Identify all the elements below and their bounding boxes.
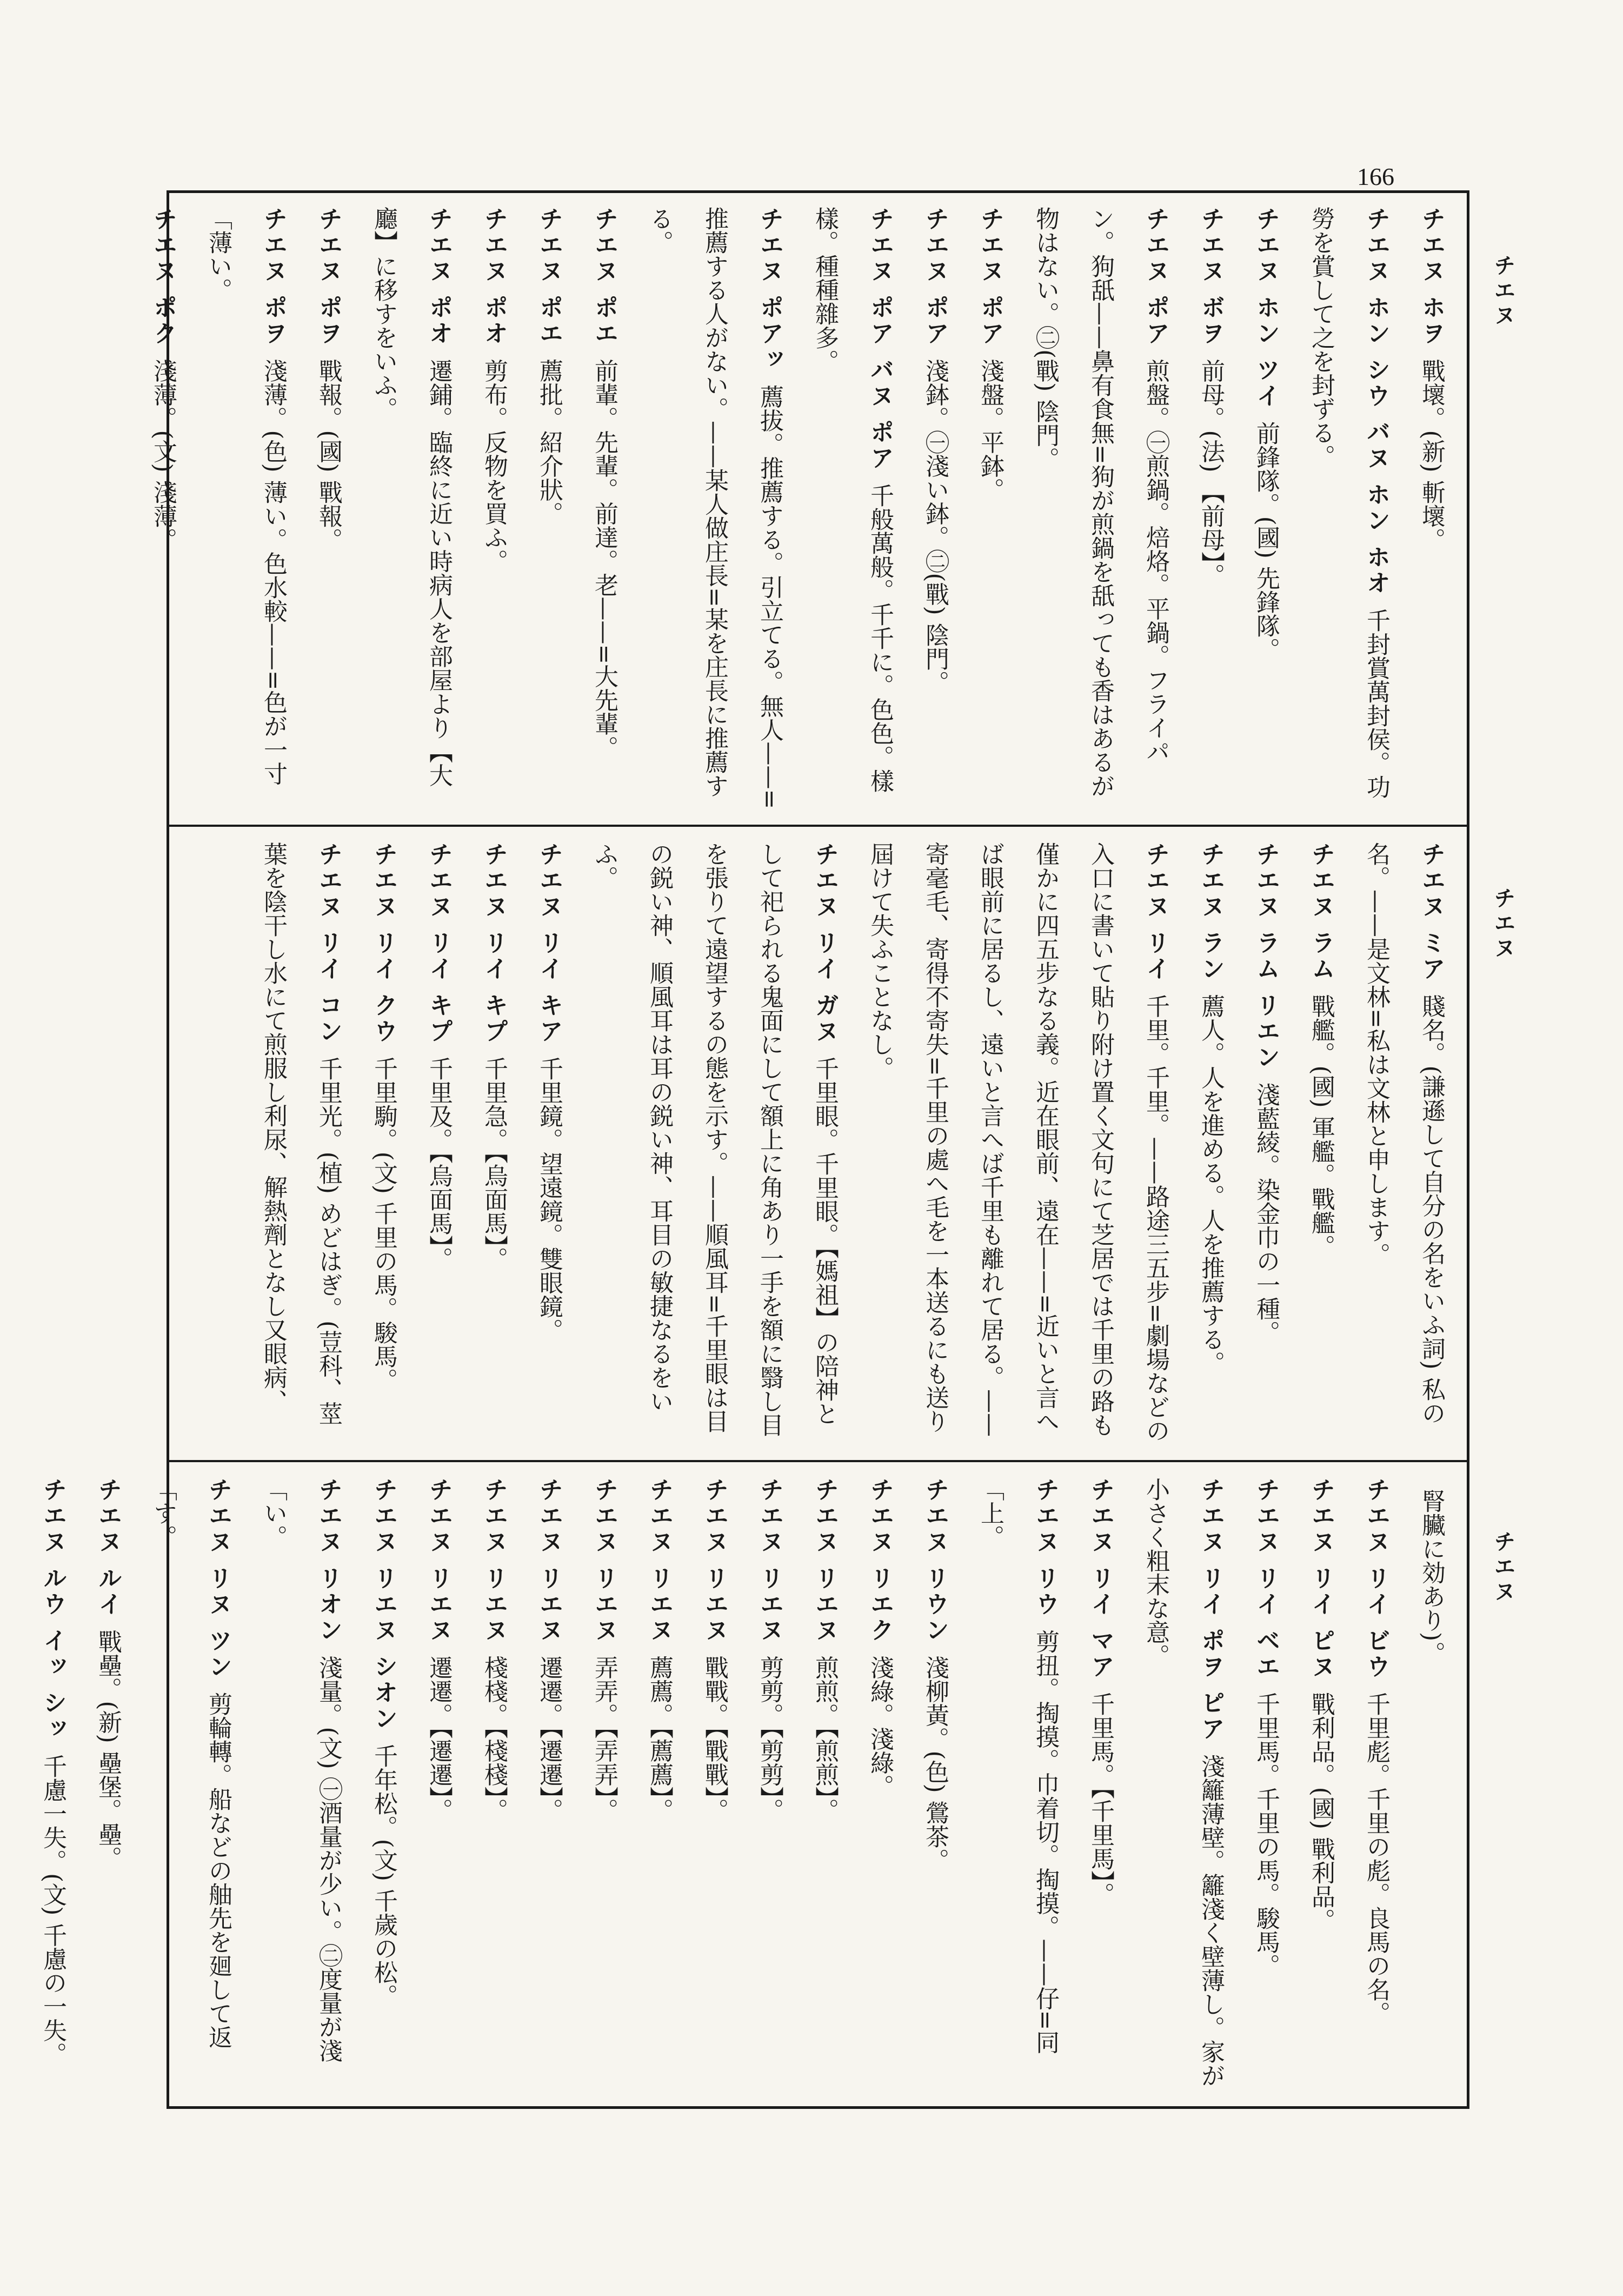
entry-headword: チエヌ リイ コン: [315, 842, 342, 1045]
entry-headword: チエヌ リヌ ツン: [204, 1477, 232, 1680]
dictionary-entry: [1404, 1477, 1459, 2093]
entry-definition: 淺量。(文) ㊀酒量が少い。㊁度量が淺「い。: [260, 1477, 342, 2062]
entry-headword: チエヌ リエヌ: [590, 1477, 618, 1644]
entry-headword: チエヌ ホヲ: [1418, 207, 1445, 347]
entry-definition: 薦批。紹介狀。: [535, 359, 563, 526]
dictionary-band-bottom: [39, 1461, 1469, 2109]
dictionary-entry: [466, 842, 521, 1445]
entry-headword: チエヌ リエヌ: [756, 1477, 783, 1644]
entry-definition: 前鋒隊。(國) 先鋒隊。: [1252, 421, 1280, 661]
page-number: 166: [1357, 163, 1394, 190]
entry-definition: 千里駒。(文) 千里の馬。駿馬。: [370, 1056, 397, 1392]
entry-definition: 千里彪。千里の彪。良馬の名。: [1362, 1691, 1390, 2025]
dictionary-entry: [797, 1477, 852, 2093]
dictionary-entry: [245, 1477, 356, 2093]
entry-definition: 前輩。先輩。前達。老——=大先輩。: [590, 359, 618, 760]
entry-definition: 戰戰。【戰戰】。: [701, 1655, 728, 1822]
dictionary-entry: [1183, 207, 1238, 809]
entry-headword: チエヌ リオン: [315, 1477, 342, 1644]
entry-headword: チエヌ リエヌ: [701, 1477, 728, 1644]
entry-headword: チエヌ ミア: [1418, 842, 1445, 983]
entry-definition: 剪扭。掏摸。巾着切。掏摸。——仔=同「上。: [976, 1477, 1059, 2054]
entry-definition: 千里馬。【千里馬】。: [1087, 1691, 1114, 1906]
entry-headword: チエヌ リエヌ: [425, 1477, 453, 1644]
dictionary-entry: [1128, 1477, 1238, 2093]
entry-definition: 煎盤。㊀煎鍋。焙烙。平鍋。フライパン。狗舐——鼻有食無=狗が煎鍋を舐っても香はあるが物はない。㊁(戰) 陰門。: [1032, 207, 1169, 798]
dictionary-entry: [135, 207, 190, 809]
entry-definition: 千里眼。千里眼。【媽祖】の陪神として祀られる鬼面にして額上に角あり一手を額に翳し目を張りて遠望するの態を示す。——順風耳=千里眼は目の鋭い神、順風耳は耳の鋭い神、耳目の敏捷なるをいふ。: [590, 842, 839, 1437]
dictionary-entry: [521, 1477, 576, 2093]
dictionary-entry: [245, 842, 356, 1445]
dictionary-entry: [1073, 1477, 1128, 2093]
entry-headword: チエヌ リイ マア: [1087, 1477, 1114, 1680]
entry-definition: 戰艦。(國) 軍艦。戰艦。: [1307, 994, 1335, 1258]
entry-definition: 千里鏡。望遠鏡。雙眼鏡。: [535, 1056, 563, 1342]
entry-definition: 弄弄。【弄弄】。: [590, 1655, 618, 1822]
entry-headword: チエヌ ルイ: [94, 1477, 122, 1618]
entry-headword: チエヌ リエヌ: [646, 1477, 673, 1644]
dictionary-entry: [1183, 842, 1238, 1445]
entry-definition: 棧棧。【棧棧】。: [480, 1655, 508, 1822]
entry-headword: チエヌ リイ キプ: [425, 842, 453, 1045]
entry-columns: [149, 207, 1459, 809]
dictionary-entry: [631, 1477, 687, 2093]
entry-definition: 淺薄。(色) 薄い。色水較——=色が一寸「薄い。: [204, 207, 287, 786]
dictionary-entry: [25, 1477, 80, 2093]
entry-headword: チエヌ ポヲ: [315, 207, 342, 347]
entry-headword: チエヌ ポク: [149, 207, 177, 347]
entry-headword: チエヌ ラム リエン: [1252, 842, 1280, 1071]
entry-headword: チエヌ リエヌ: [535, 1477, 563, 1644]
entry-headword: チエヌ リイ ベエ: [1252, 1477, 1280, 1680]
dictionary-entry: [576, 842, 852, 1445]
entry-headword: チエヌ ポエ: [590, 207, 618, 347]
entry-headword: チエヌ リイ キア: [535, 842, 563, 1045]
entry-definition: 戰壞。(新) 斬壞。: [1418, 359, 1445, 552]
dictionary-band-middle: [167, 826, 1469, 1461]
entry-definition: 剪布。反物を買ふ。: [480, 359, 508, 573]
entry-definition: 薦拔。推薦する。引立てる。無人——=推薦する人がない。——某人做庄長=某を庄長に推薦する。: [646, 207, 783, 809]
entry-headword: チエヌ ポエ: [535, 207, 563, 347]
entry-definition: 千里。千里。——路途三五步=劇場などの入口に書いて貼り附け置く文句にて芝居では千里の路も僅かに四五步なる義。近在眼前、遠在——=近いと言へば眼前に居るし、遠いと言へば千里も離れて居る。——寄毫毛、寄得不寄失=千里の處へ毛を一本送るにも送り屆けて失ふことなし。: [866, 842, 1169, 1443]
entry-headword: チエヌ ラン: [1197, 842, 1225, 983]
dictionary-entry: [962, 207, 1017, 809]
entry-definition: 前母。(法) 【前母】。: [1197, 359, 1225, 587]
entry-definition: 戰利品。(國) 戰利品。: [1307, 1691, 1335, 1932]
dictionary-entry: [797, 207, 907, 809]
entry-definition: 薦薦。【薦薦】。: [646, 1655, 673, 1822]
dictionary-entry: [1404, 207, 1459, 809]
entry-headword: チエヌ ポヲ: [260, 207, 287, 347]
entry-headword: チエヌ リイ: [1142, 842, 1169, 983]
dictionary-entry: [742, 1477, 797, 2093]
entry-definition: 千里及。【烏面馬】。: [425, 1056, 453, 1271]
running-head-mid: チエヌ: [1491, 887, 1515, 961]
dictionary-entry: [1348, 842, 1459, 1445]
dictionary-entry: [521, 842, 576, 1445]
dictionary-entry: [1238, 1477, 1293, 2093]
entry-headword: チエヌ リイ ガヌ: [811, 842, 839, 1045]
entry-headword: チエヌ リエヌ: [480, 1477, 508, 1644]
dictionary-entry: [411, 842, 466, 1445]
entry-headword: チエヌ ポオ: [425, 207, 453, 347]
entry-definition: 淺籬薄壁。籬淺く壁薄し。家が小さく粗末な意。: [1142, 1477, 1225, 2087]
entry-definition: 戰報。(國) 戰報。: [315, 359, 342, 552]
dictionary-entry: [1348, 1477, 1404, 2093]
entry-definition: 薦人。人を進める。人を推薦する。: [1197, 994, 1225, 1375]
running-head-top: チエヌ: [1491, 254, 1515, 329]
entry-headword: チエヌ ポア: [1142, 207, 1169, 347]
dictionary-entry: [1293, 842, 1348, 1445]
entry-columns: [177, 842, 1459, 1445]
entry-definition: 淺盤。平鉢。: [976, 359, 1004, 502]
dictionary-entry: [962, 1477, 1073, 2093]
dictionary-entry: [907, 1477, 962, 2093]
dictionary-entry: [80, 1477, 135, 2093]
entry-definition: 千年松。(文) 千歲の松。: [370, 1743, 397, 2008]
entry-headword: チエヌ ポオ: [480, 207, 508, 347]
entry-definition: 戰壘。(新) 壘堡。壘。: [94, 1629, 122, 1870]
dictionary-entry: [301, 207, 356, 809]
entry-headword: チエヌ ボヲ: [1197, 207, 1225, 347]
entry-definition: 千般萬般。千千に。色色。樣樣。種種雜多。: [811, 207, 894, 793]
entry-headword: チエヌ リウ: [1032, 1477, 1059, 1618]
entry-definition: 千里馬。千里の馬。駿馬。: [1252, 1691, 1280, 1978]
entry-headword: チエヌ ポアッ: [756, 207, 783, 373]
entry-definition: 賤名。(謙遜して自分の名をいふ詞) 私の名。——是文林=私は文林と申します。: [1362, 842, 1445, 1425]
dictionary-band-top: [149, 190, 1469, 826]
dictionary-entry: [687, 1477, 742, 2093]
entry-definition: 遷鋪。臨終に近い時病人を部屋より【大廳】に移すをいふ。: [370, 207, 453, 787]
entry-headword: チエヌ リイ ポヲ ピア: [1197, 1477, 1225, 1742]
dictionary-entry: [907, 207, 962, 809]
entry-definition: 千封賞萬封侯。功勞を賞して之を封ずる。: [1307, 207, 1390, 799]
entry-definition: 剪輪轉。船などの舳先を廻して返「す。: [149, 1477, 232, 2049]
entry-headword: チエヌ ポア: [921, 207, 949, 347]
entry-headword: チエヌ リエヌ: [811, 1477, 839, 1644]
entry-definition: 淺藍綾。染金巾の一種。: [1252, 1082, 1280, 1344]
entry-definition: 煎煎。【煎煎】。: [811, 1655, 839, 1822]
dictionary-entry: [135, 1477, 245, 2093]
dictionary-entry: [1293, 207, 1404, 809]
dictionary-entry: [1238, 207, 1293, 809]
dictionary-entry: [1293, 1477, 1348, 2093]
entry-definition: 淺薄。(文) 淺薄。: [149, 359, 177, 552]
entry-headword: チエヌ ポア バヌ ポア: [866, 207, 894, 472]
entry-headword: チエヌ ホン ツイ: [1252, 207, 1280, 409]
dictionary-entry: [466, 1477, 521, 2093]
dictionary-entry: [356, 207, 466, 809]
dictionary-entry: [190, 207, 301, 809]
dictionary-entry: [576, 1477, 631, 2093]
dictionary-entry: [576, 207, 631, 809]
entry-headword: チエヌ リエク: [866, 1477, 894, 1644]
entry-definition: 遷遷。【遷遷】。: [425, 1655, 453, 1822]
dictionary-entry: [356, 842, 411, 1445]
entry-definition: 剪剪。【剪剪】。: [756, 1655, 783, 1822]
entry-definition: 遷遷。【遷遷】。: [535, 1655, 563, 1822]
dictionary-entry: [1017, 207, 1183, 809]
entry-definition: 淺綠。淺綠。: [866, 1655, 894, 1799]
entry-headword: チエヌ ラム: [1307, 842, 1335, 983]
entry-definition: 千慮一失。(文) 千慮の一失。: [39, 1754, 66, 2066]
dictionary-entry: [852, 842, 1183, 1445]
entry-definition: 千里急。【烏面馬】。: [480, 1056, 508, 1271]
entry-headword: チエヌ リイ ピヌ: [1307, 1477, 1335, 1680]
entry-definition: 淺鉢。㊀淺い鉢。㊁(戰) 陰門。: [921, 359, 949, 694]
entry-definition: 腎臟に効あり)。: [1418, 1489, 1445, 1665]
entry-columns: [39, 1477, 1459, 2093]
dictionary-entry: [852, 1477, 907, 2093]
entry-definition: 千里光。(植) めどはぎ。(荳科、莖葉を陰干し水にて煎服し利尿、解熱劑となし又眼病、: [260, 842, 342, 1425]
entry-headword: チエヌ ポア: [976, 207, 1004, 347]
entry-headword: チエヌ リウン: [921, 1477, 949, 1644]
entry-headword: チエヌ リイ キプ: [480, 842, 508, 1045]
entry-headword: チエヌ リエヌ シオン: [370, 1477, 397, 1732]
dictionary-entry: [356, 1477, 411, 2093]
dictionary-entry: [466, 207, 521, 809]
dictionary-entry: [411, 1477, 466, 2093]
running-head-bottom: チエヌ: [1491, 1530, 1515, 1605]
dictionary-entry: [521, 207, 576, 809]
entry-headword: チエヌ ルウ イッ シッ: [39, 1477, 66, 1742]
entry-headword: チエヌ リイ ビウ: [1362, 1477, 1390, 1680]
entry-headword: チエヌ リイ クウ: [370, 842, 397, 1045]
entry-headword: チエヌ ホン シウ バヌ ホン ホオ: [1362, 207, 1390, 596]
entry-definition: 淺柳黃。(色) 鶯茶。: [921, 1655, 949, 1872]
dictionary-entry: [631, 207, 797, 809]
dictionary-entry: [1238, 842, 1293, 1445]
